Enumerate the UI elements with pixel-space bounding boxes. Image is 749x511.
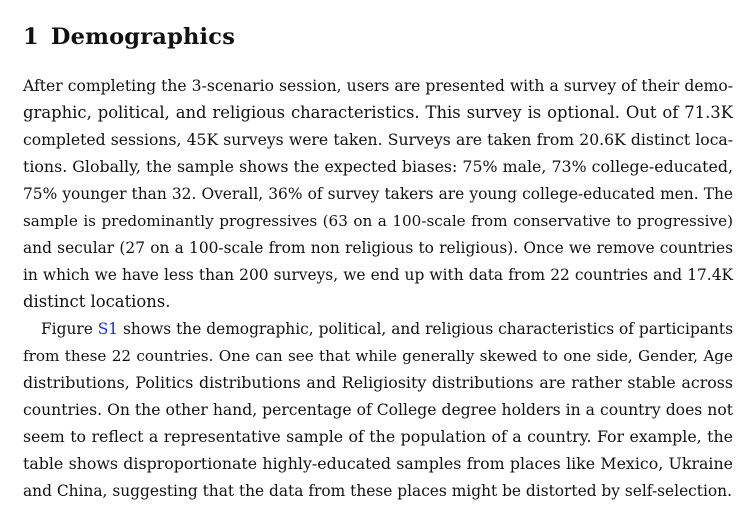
section-number: 1 <box>23 24 39 50</box>
figure-s1-link[interactable]: S1 <box>97 320 119 338</box>
paragraph-2-line: from these 22 countries. One can see that while generally skewed to one side, Gender, Age <box>23 347 733 365</box>
paragraph-2-line: seem to reflect a representative sample of the population of a country. For example, the <box>23 427 733 446</box>
section-title: Demographics <box>50 24 236 50</box>
paragraph-1-line: 75% younger than 32. Overall, 36% of survey takers are young college-educated men. The <box>23 185 733 203</box>
paragraph-1-line: tions. Globally, the sample shows the expected biases: 75% male, 73% college-educated, <box>23 157 733 176</box>
paragraph-1-line: in which we have less than 200 surveys, we end up with data from 22 countries and 17.4K <box>23 266 733 284</box>
paragraph-2-line: distributions, Politics distributions and Religiosity distributions are rather stable across <box>23 373 733 392</box>
paragraph-2-line: and China, suggesting that the data from these places might be distorted by self-selection. <box>23 482 732 500</box>
paragraph-2-first-line <box>41 319 733 339</box>
paragraph-1-line: completed sessions, 45K surveys were taken. Surveys are taken from 20.6K distinct loca- <box>23 131 733 149</box>
paragraph-1-line: and secular (27 on a 100-scale from non religious to religious). Once we remove countries <box>23 239 733 257</box>
section-heading <box>23 24 235 50</box>
paragraph-1-line: distinct locations. <box>23 292 171 311</box>
paragraph-2-line: countries. On the other hand, percentage of College degree holders in a country does not <box>23 401 733 419</box>
paragraph-2-prefix: Figure <box>41 320 98 338</box>
paragraph-1-line: graphic, political, and religious characteristics. This survey is optional. Out of 71.3K <box>23 103 733 122</box>
paragraph-1-line: sample is predominantly progressives (63 on a 100-scale from conservative to progressive) <box>23 212 733 230</box>
paragraph-2-line: table shows disproportionate highly-educated samples from places like Mexico, Ukraine <box>23 454 733 473</box>
paragraph-2-suffix: shows the demographic, political, and religious characteristics of participants <box>118 320 733 338</box>
paragraph-1-line: After completing the 3-scenario session, users are presented with a survey of their demo- <box>23 77 733 95</box>
